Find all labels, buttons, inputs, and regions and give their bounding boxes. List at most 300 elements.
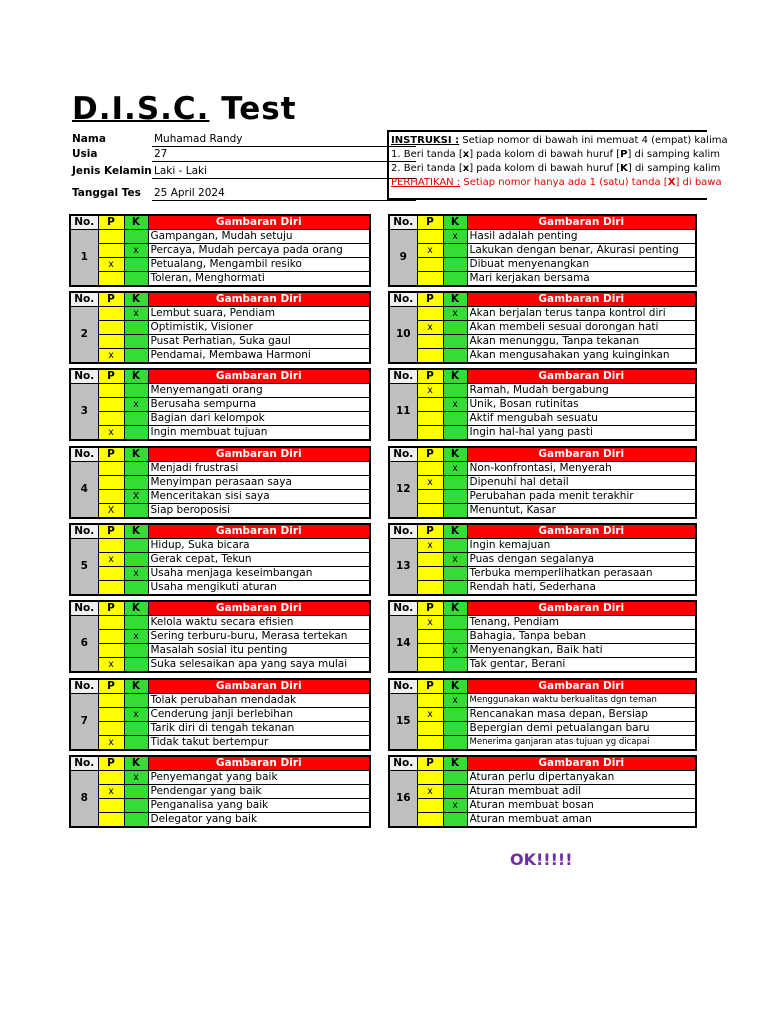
k-checkbox-cell[interactable] — [124, 335, 148, 349]
p-checkbox-cell[interactable] — [98, 708, 124, 722]
description-cell: Aktif mengubah sesuatu — [467, 412, 696, 426]
p-checkbox-cell[interactable] — [98, 335, 124, 349]
instructions-box — [387, 130, 728, 200]
table-row — [70, 658, 370, 673]
p-checkbox-cell[interactable] — [417, 694, 443, 708]
p-checkbox-cell[interactable]: X — [98, 504, 124, 519]
header-k: K — [124, 601, 148, 616]
k-checkbox-cell[interactable] — [124, 722, 148, 736]
k-checkbox-cell[interactable] — [124, 539, 148, 553]
header-desc: Gambaran Diri — [467, 215, 696, 230]
disc-block-15 — [388, 678, 697, 751]
p-checkbox-cell[interactable]: x — [98, 426, 124, 441]
header-k: K — [124, 292, 148, 307]
header-no: No. — [389, 369, 417, 384]
description-cell: Lembut suara, Pendiam — [148, 307, 370, 321]
k-checkbox-cell[interactable] — [443, 813, 467, 828]
k-checkbox-cell[interactable] — [124, 658, 148, 673]
p-checkbox-cell[interactable] — [417, 272, 443, 287]
table-row — [70, 398, 370, 412]
table-row — [389, 694, 696, 708]
table-row — [389, 349, 696, 364]
header-p: P — [98, 524, 124, 539]
block-number: 11 — [389, 384, 417, 441]
p-checkbox-cell[interactable] — [98, 384, 124, 398]
k-checkbox-cell[interactable] — [443, 244, 467, 258]
k-checkbox-cell[interactable] — [124, 426, 148, 441]
block-number: 5 — [70, 539, 98, 596]
k-checkbox-cell[interactable] — [124, 736, 148, 751]
description-cell: Menjadi frustrasi — [148, 462, 370, 476]
disc-block-1 — [69, 214, 371, 287]
p-checkbox-cell[interactable] — [417, 658, 443, 673]
instruction-line-4 — [391, 176, 722, 190]
k-checkbox-cell[interactable] — [124, 553, 148, 567]
p-checkbox-cell[interactable]: x — [98, 736, 124, 751]
k-checkbox-cell[interactable] — [443, 581, 467, 596]
p-checkbox-cell[interactable] — [98, 799, 124, 813]
disc-block-2 — [69, 291, 371, 364]
description-cell: Percaya, Mudah percaya pada orang — [148, 244, 370, 258]
p-checkbox-cell[interactable] — [417, 644, 443, 658]
instr4-c: ] di bawa — [675, 177, 722, 188]
description-cell: Akan mengusahakan yang kuinginkan — [467, 349, 696, 364]
header-p: P — [417, 601, 443, 616]
table-row — [389, 708, 696, 722]
table-row — [70, 384, 370, 398]
description-cell: Usaha menjaga keseimbangan — [148, 567, 370, 581]
description-cell: Hasil adalah penting — [467, 230, 696, 244]
header-desc: Gambaran Diri — [148, 756, 370, 771]
block-number: 8 — [70, 771, 98, 828]
p-checkbox-cell[interactable] — [98, 771, 124, 785]
p-checkbox-cell[interactable] — [98, 321, 124, 335]
title-suffix: Test — [209, 91, 297, 127]
usia-label: Usia — [72, 148, 98, 160]
description-cell: Menuntut, Kasar — [467, 504, 696, 519]
jenis-kelamin-label: Jenis Kelamin — [72, 165, 152, 177]
description-cell: Sering terburu-buru, Merasa tertekan — [148, 630, 370, 644]
table-row — [389, 398, 696, 412]
p-checkbox-cell[interactable]: x — [98, 258, 124, 272]
k-checkbox-cell[interactable]: x — [124, 567, 148, 581]
instr4-b: X — [667, 177, 676, 188]
p-checkbox-cell[interactable] — [98, 694, 124, 708]
description-cell: Aturan membuat adil — [467, 785, 696, 799]
k-checkbox-cell[interactable]: x — [443, 694, 467, 708]
p-checkbox-cell[interactable] — [417, 553, 443, 567]
header-p: P — [417, 369, 443, 384]
k-checkbox-cell[interactable] — [124, 272, 148, 287]
header-k: K — [124, 756, 148, 771]
header-p: P — [98, 215, 124, 230]
k-checkbox-cell[interactable] — [443, 658, 467, 673]
p-checkbox-cell[interactable]: x — [98, 658, 124, 673]
description-cell: Puas dengan segalanya — [467, 553, 696, 567]
k-checkbox-cell[interactable] — [443, 349, 467, 364]
header-desc: Gambaran Diri — [148, 679, 370, 694]
p-checkbox-cell[interactable] — [98, 722, 124, 736]
description-cell: Menerima ganjaran atas tujuan yg dicapai — [467, 736, 696, 751]
p-checkbox-cell[interactable] — [98, 476, 124, 490]
p-checkbox-cell[interactable] — [417, 335, 443, 349]
description-cell: Lakukan dengan benar, Akurasi penting — [467, 244, 696, 258]
description-cell: Aturan perlu dipertanyakan — [467, 771, 696, 785]
header-k: K — [443, 215, 467, 230]
nama-value: Muhamad Randy — [152, 133, 416, 147]
k-checkbox-cell[interactable] — [124, 230, 148, 244]
table-row — [389, 426, 696, 441]
table-row — [389, 384, 696, 398]
header-p: P — [417, 524, 443, 539]
table-row — [389, 644, 696, 658]
description-cell: Ingin membuat tujuan — [148, 426, 370, 441]
table-row — [70, 504, 370, 519]
k-checkbox-cell[interactable]: x — [443, 462, 467, 476]
header-k: K — [124, 215, 148, 230]
ok-text: OK!!!!! — [510, 850, 573, 869]
description-cell: Gerak cepat, Tekun — [148, 553, 370, 567]
table-row — [389, 412, 696, 426]
p-checkbox-cell[interactable]: x — [417, 244, 443, 258]
p-checkbox-cell[interactable] — [417, 412, 443, 426]
header-desc: Gambaran Diri — [467, 292, 696, 307]
p-checkbox-cell[interactable] — [417, 722, 443, 736]
k-checkbox-cell[interactable] — [124, 799, 148, 813]
description-cell: Akan membeli sesuai dorongan hati — [467, 321, 696, 335]
disc-block-14 — [388, 600, 697, 673]
k-checkbox-cell[interactable] — [443, 785, 467, 799]
k-checkbox-cell[interactable] — [443, 384, 467, 398]
p-checkbox-cell[interactable] — [98, 581, 124, 596]
p-checkbox-cell[interactable] — [98, 813, 124, 828]
table-row — [389, 462, 696, 476]
table-row — [389, 504, 696, 519]
instr2-c: ] pada kolom di bawah huruf [ — [469, 149, 621, 160]
description-cell: Tarik diri di tengah tekanan — [148, 722, 370, 736]
disc-block-12 — [388, 446, 697, 519]
table-row — [70, 307, 370, 321]
disc-block-4 — [69, 446, 371, 519]
k-checkbox-cell[interactable] — [443, 708, 467, 722]
k-checkbox-cell[interactable]: x — [443, 398, 467, 412]
block-number: 9 — [389, 230, 417, 287]
p-checkbox-cell[interactable] — [417, 771, 443, 785]
p-checkbox-cell[interactable] — [417, 230, 443, 244]
k-checkbox-cell[interactable] — [124, 476, 148, 490]
header-k: K — [124, 524, 148, 539]
k-checkbox-cell[interactable] — [443, 736, 467, 751]
p-checkbox-cell[interactable] — [98, 462, 124, 476]
p-checkbox-cell[interactable] — [98, 230, 124, 244]
p-checkbox-cell[interactable] — [417, 349, 443, 364]
description-cell: Usaha mengikuti aturan — [148, 581, 370, 596]
table-row — [70, 230, 370, 244]
p-checkbox-cell[interactable] — [98, 398, 124, 412]
k-checkbox-cell[interactable]: X — [124, 490, 148, 504]
block-number: 1 — [70, 230, 98, 287]
k-checkbox-cell[interactable] — [443, 616, 467, 630]
table-row — [389, 785, 696, 799]
disc-block-3 — [69, 368, 371, 441]
table-row — [389, 630, 696, 644]
table-row — [389, 476, 696, 490]
k-checkbox-cell[interactable] — [443, 426, 467, 441]
table-row — [70, 785, 370, 799]
p-checkbox-cell[interactable] — [417, 398, 443, 412]
table-row — [70, 616, 370, 630]
k-checkbox-cell[interactable] — [124, 813, 148, 828]
p-checkbox-cell[interactable] — [417, 426, 443, 441]
description-cell: Masalah sosial itu penting — [148, 644, 370, 658]
p-checkbox-cell[interactable] — [98, 490, 124, 504]
table-row — [70, 426, 370, 441]
p-checkbox-cell[interactable] — [98, 244, 124, 258]
p-checkbox-cell[interactable]: x — [417, 616, 443, 630]
table-row — [70, 771, 370, 785]
header-desc: Gambaran Diri — [148, 292, 370, 307]
k-checkbox-cell[interactable] — [443, 771, 467, 785]
table-row — [389, 244, 696, 258]
description-cell: Tenang, Pendiam — [467, 616, 696, 630]
p-checkbox-cell[interactable] — [417, 504, 443, 519]
description-cell: Terbuka memperlihatkan perasaan — [467, 567, 696, 581]
nama-label: Nama — [72, 133, 106, 145]
k-checkbox-cell[interactable]: x — [443, 307, 467, 321]
description-cell: Delegator yang baik — [148, 813, 370, 828]
description-cell: Menyemangati orang — [148, 384, 370, 398]
description-cell: Penganalisa yang baik — [148, 799, 370, 813]
table-row — [70, 335, 370, 349]
description-cell: Menggunakan waktu berkualitas dgn teman — [467, 694, 696, 708]
k-checkbox-cell[interactable]: x — [124, 771, 148, 785]
p-checkbox-cell[interactable] — [98, 567, 124, 581]
header-no: No. — [389, 679, 417, 694]
k-checkbox-cell[interactable] — [443, 567, 467, 581]
k-checkbox-cell[interactable]: x — [443, 799, 467, 813]
header-k: K — [124, 679, 148, 694]
k-checkbox-cell[interactable]: x — [443, 644, 467, 658]
header-k: K — [443, 292, 467, 307]
k-checkbox-cell[interactable] — [443, 630, 467, 644]
header-no: No. — [70, 215, 98, 230]
perhatikan-label: PERHATIKAN : — [391, 177, 461, 188]
instruksi-text: Setiap nomor di bawah ini memuat 4 (empat) kalima — [459, 135, 728, 146]
header-k: K — [443, 601, 467, 616]
header-p: P — [417, 215, 443, 230]
p-checkbox-cell[interactable] — [98, 412, 124, 426]
jenis-kelamin-value: Laki - Laki — [152, 165, 416, 179]
header-k: K — [443, 447, 467, 462]
k-checkbox-cell[interactable] — [443, 335, 467, 349]
table-row — [389, 813, 696, 828]
table-row — [70, 567, 370, 581]
header-no: No. — [70, 369, 98, 384]
instruction-line-3 — [391, 162, 721, 176]
k-checkbox-cell[interactable] — [443, 272, 467, 287]
p-checkbox-cell[interactable]: x — [98, 553, 124, 567]
k-checkbox-cell[interactable]: x — [443, 553, 467, 567]
instr2-e: ] di samping kalim — [627, 149, 720, 160]
instr2-d: P — [620, 149, 628, 160]
p-checkbox-cell[interactable] — [417, 258, 443, 272]
k-checkbox-cell[interactable] — [124, 349, 148, 364]
p-checkbox-cell[interactable]: x — [417, 476, 443, 490]
p-checkbox-cell[interactable]: x — [417, 708, 443, 722]
k-checkbox-cell[interactable]: x — [443, 230, 467, 244]
block-number: 16 — [389, 771, 417, 828]
p-checkbox-cell[interactable]: x — [417, 539, 443, 553]
p-checkbox-cell[interactable] — [417, 567, 443, 581]
header-k: K — [124, 369, 148, 384]
k-checkbox-cell[interactable] — [443, 321, 467, 335]
k-checkbox-cell[interactable] — [443, 412, 467, 426]
k-checkbox-cell[interactable]: x — [124, 398, 148, 412]
p-checkbox-cell[interactable]: x — [417, 321, 443, 335]
k-checkbox-cell[interactable] — [124, 504, 148, 519]
table-row — [70, 694, 370, 708]
description-cell: Aturan membuat bosan — [467, 799, 696, 813]
p-checkbox-cell[interactable] — [98, 272, 124, 287]
k-checkbox-cell[interactable] — [443, 722, 467, 736]
p-checkbox-cell[interactable] — [98, 630, 124, 644]
tanggal-tes-label: Tanggal Tes — [72, 187, 141, 199]
p-checkbox-cell[interactable] — [98, 616, 124, 630]
header-no: No. — [389, 215, 417, 230]
k-checkbox-cell[interactable] — [124, 694, 148, 708]
p-checkbox-cell[interactable] — [417, 813, 443, 828]
disc-block-10 — [388, 291, 697, 364]
k-checkbox-cell[interactable]: x — [124, 244, 148, 258]
title-prefix: D.I.S.C. — [72, 91, 210, 127]
p-checkbox-cell[interactable] — [417, 307, 443, 321]
description-cell: Pendamai, Membawa Harmoni — [148, 349, 370, 364]
header-no: No. — [389, 447, 417, 462]
k-checkbox-cell[interactable] — [443, 258, 467, 272]
description-cell: Penyemangat yang baik — [148, 771, 370, 785]
description-cell: Akan menunggu, Tanpa tekanan — [467, 335, 696, 349]
p-checkbox-cell[interactable] — [417, 581, 443, 596]
header-p: P — [98, 601, 124, 616]
p-checkbox-cell[interactable] — [417, 490, 443, 504]
table-row — [389, 658, 696, 673]
header-p: P — [98, 756, 124, 771]
disc-block-5 — [69, 523, 371, 596]
k-checkbox-cell[interactable] — [124, 581, 148, 596]
k-checkbox-cell[interactable] — [124, 616, 148, 630]
header-p: P — [98, 679, 124, 694]
p-checkbox-cell[interactable]: x — [417, 785, 443, 799]
table-row — [389, 736, 696, 751]
table-row — [70, 581, 370, 596]
header-k: K — [443, 679, 467, 694]
description-cell: Toleran, Menghormati — [148, 272, 370, 287]
k-checkbox-cell[interactable] — [124, 321, 148, 335]
k-checkbox-cell[interactable] — [124, 412, 148, 426]
instr3-d: K — [620, 163, 628, 174]
description-cell: Aturan membuat aman — [467, 813, 696, 828]
p-checkbox-cell[interactable] — [98, 644, 124, 658]
p-checkbox-cell[interactable]: x — [98, 785, 124, 799]
k-checkbox-cell[interactable] — [443, 504, 467, 519]
description-cell: Menyenangkan, Baik hati — [467, 644, 696, 658]
header-no: No. — [389, 292, 417, 307]
p-checkbox-cell[interactable] — [417, 736, 443, 751]
table-row — [389, 581, 696, 596]
table-row — [389, 722, 696, 736]
description-cell: Akan berjalan terus tanpa kontrol diri — [467, 307, 696, 321]
k-checkbox-cell[interactable]: x — [124, 307, 148, 321]
p-checkbox-cell[interactable] — [417, 630, 443, 644]
table-row — [70, 813, 370, 828]
description-cell: Non-konfrontasi, Menyerah — [467, 462, 696, 476]
k-checkbox-cell[interactable] — [124, 258, 148, 272]
p-checkbox-cell[interactable] — [417, 462, 443, 476]
k-checkbox-cell[interactable] — [443, 476, 467, 490]
description-cell: Siap beroposisi — [148, 504, 370, 519]
header-desc: Gambaran Diri — [467, 369, 696, 384]
table-row — [70, 462, 370, 476]
k-checkbox-cell[interactable]: x — [124, 708, 148, 722]
instr3-a: 2. Beri tanda [ — [391, 163, 463, 174]
p-checkbox-cell[interactable] — [417, 799, 443, 813]
k-checkbox-cell[interactable] — [124, 785, 148, 799]
description-cell: Petualang, Mengambil resiko — [148, 258, 370, 272]
p-checkbox-cell[interactable]: x — [417, 384, 443, 398]
instr3-b: x — [462, 163, 470, 174]
p-checkbox-cell[interactable]: x — [98, 349, 124, 364]
header-k: K — [443, 524, 467, 539]
description-cell: Rencanakan masa depan, Bersiap — [467, 708, 696, 722]
table-row — [389, 490, 696, 504]
k-checkbox-cell[interactable] — [124, 462, 148, 476]
instr4-a: Setiap nomor hanya ada 1 (satu) tanda [ — [460, 177, 668, 188]
header-no: No. — [389, 601, 417, 616]
description-cell: Bagian dari kelompok — [148, 412, 370, 426]
k-checkbox-cell[interactable] — [124, 384, 148, 398]
header-desc: Gambaran Diri — [467, 756, 696, 771]
header-desc: Gambaran Diri — [467, 601, 696, 616]
table-row — [70, 490, 370, 504]
description-cell: Bepergian demi petualangan baru — [467, 722, 696, 736]
table-row — [70, 412, 370, 426]
description-cell: Ingin hal-hal yang pasti — [467, 426, 696, 441]
description-cell: Menyimpan perasaan saya — [148, 476, 370, 490]
description-cell: Cenderung janji berlebihan — [148, 708, 370, 722]
tanggal-tes-value: 25 April 2024 — [152, 187, 416, 201]
header-k: K — [443, 756, 467, 771]
k-checkbox-cell[interactable] — [443, 490, 467, 504]
header-p: P — [98, 369, 124, 384]
table-row — [70, 708, 370, 722]
table-row — [389, 272, 696, 287]
k-checkbox-cell[interactable] — [443, 539, 467, 553]
block-number: 14 — [389, 616, 417, 673]
description-cell: Pusat Perhatian, Suka gaul — [148, 335, 370, 349]
p-checkbox-cell[interactable] — [98, 539, 124, 553]
header-no: No. — [70, 679, 98, 694]
table-row — [389, 539, 696, 553]
block-number: 7 — [70, 694, 98, 751]
table-row — [389, 553, 696, 567]
k-checkbox-cell[interactable] — [124, 644, 148, 658]
p-checkbox-cell[interactable] — [98, 307, 124, 321]
table-row — [389, 335, 696, 349]
k-checkbox-cell[interactable]: x — [124, 630, 148, 644]
usia-value: 27 — [152, 148, 416, 162]
table-row — [70, 321, 370, 335]
disc-block-9 — [388, 214, 697, 287]
